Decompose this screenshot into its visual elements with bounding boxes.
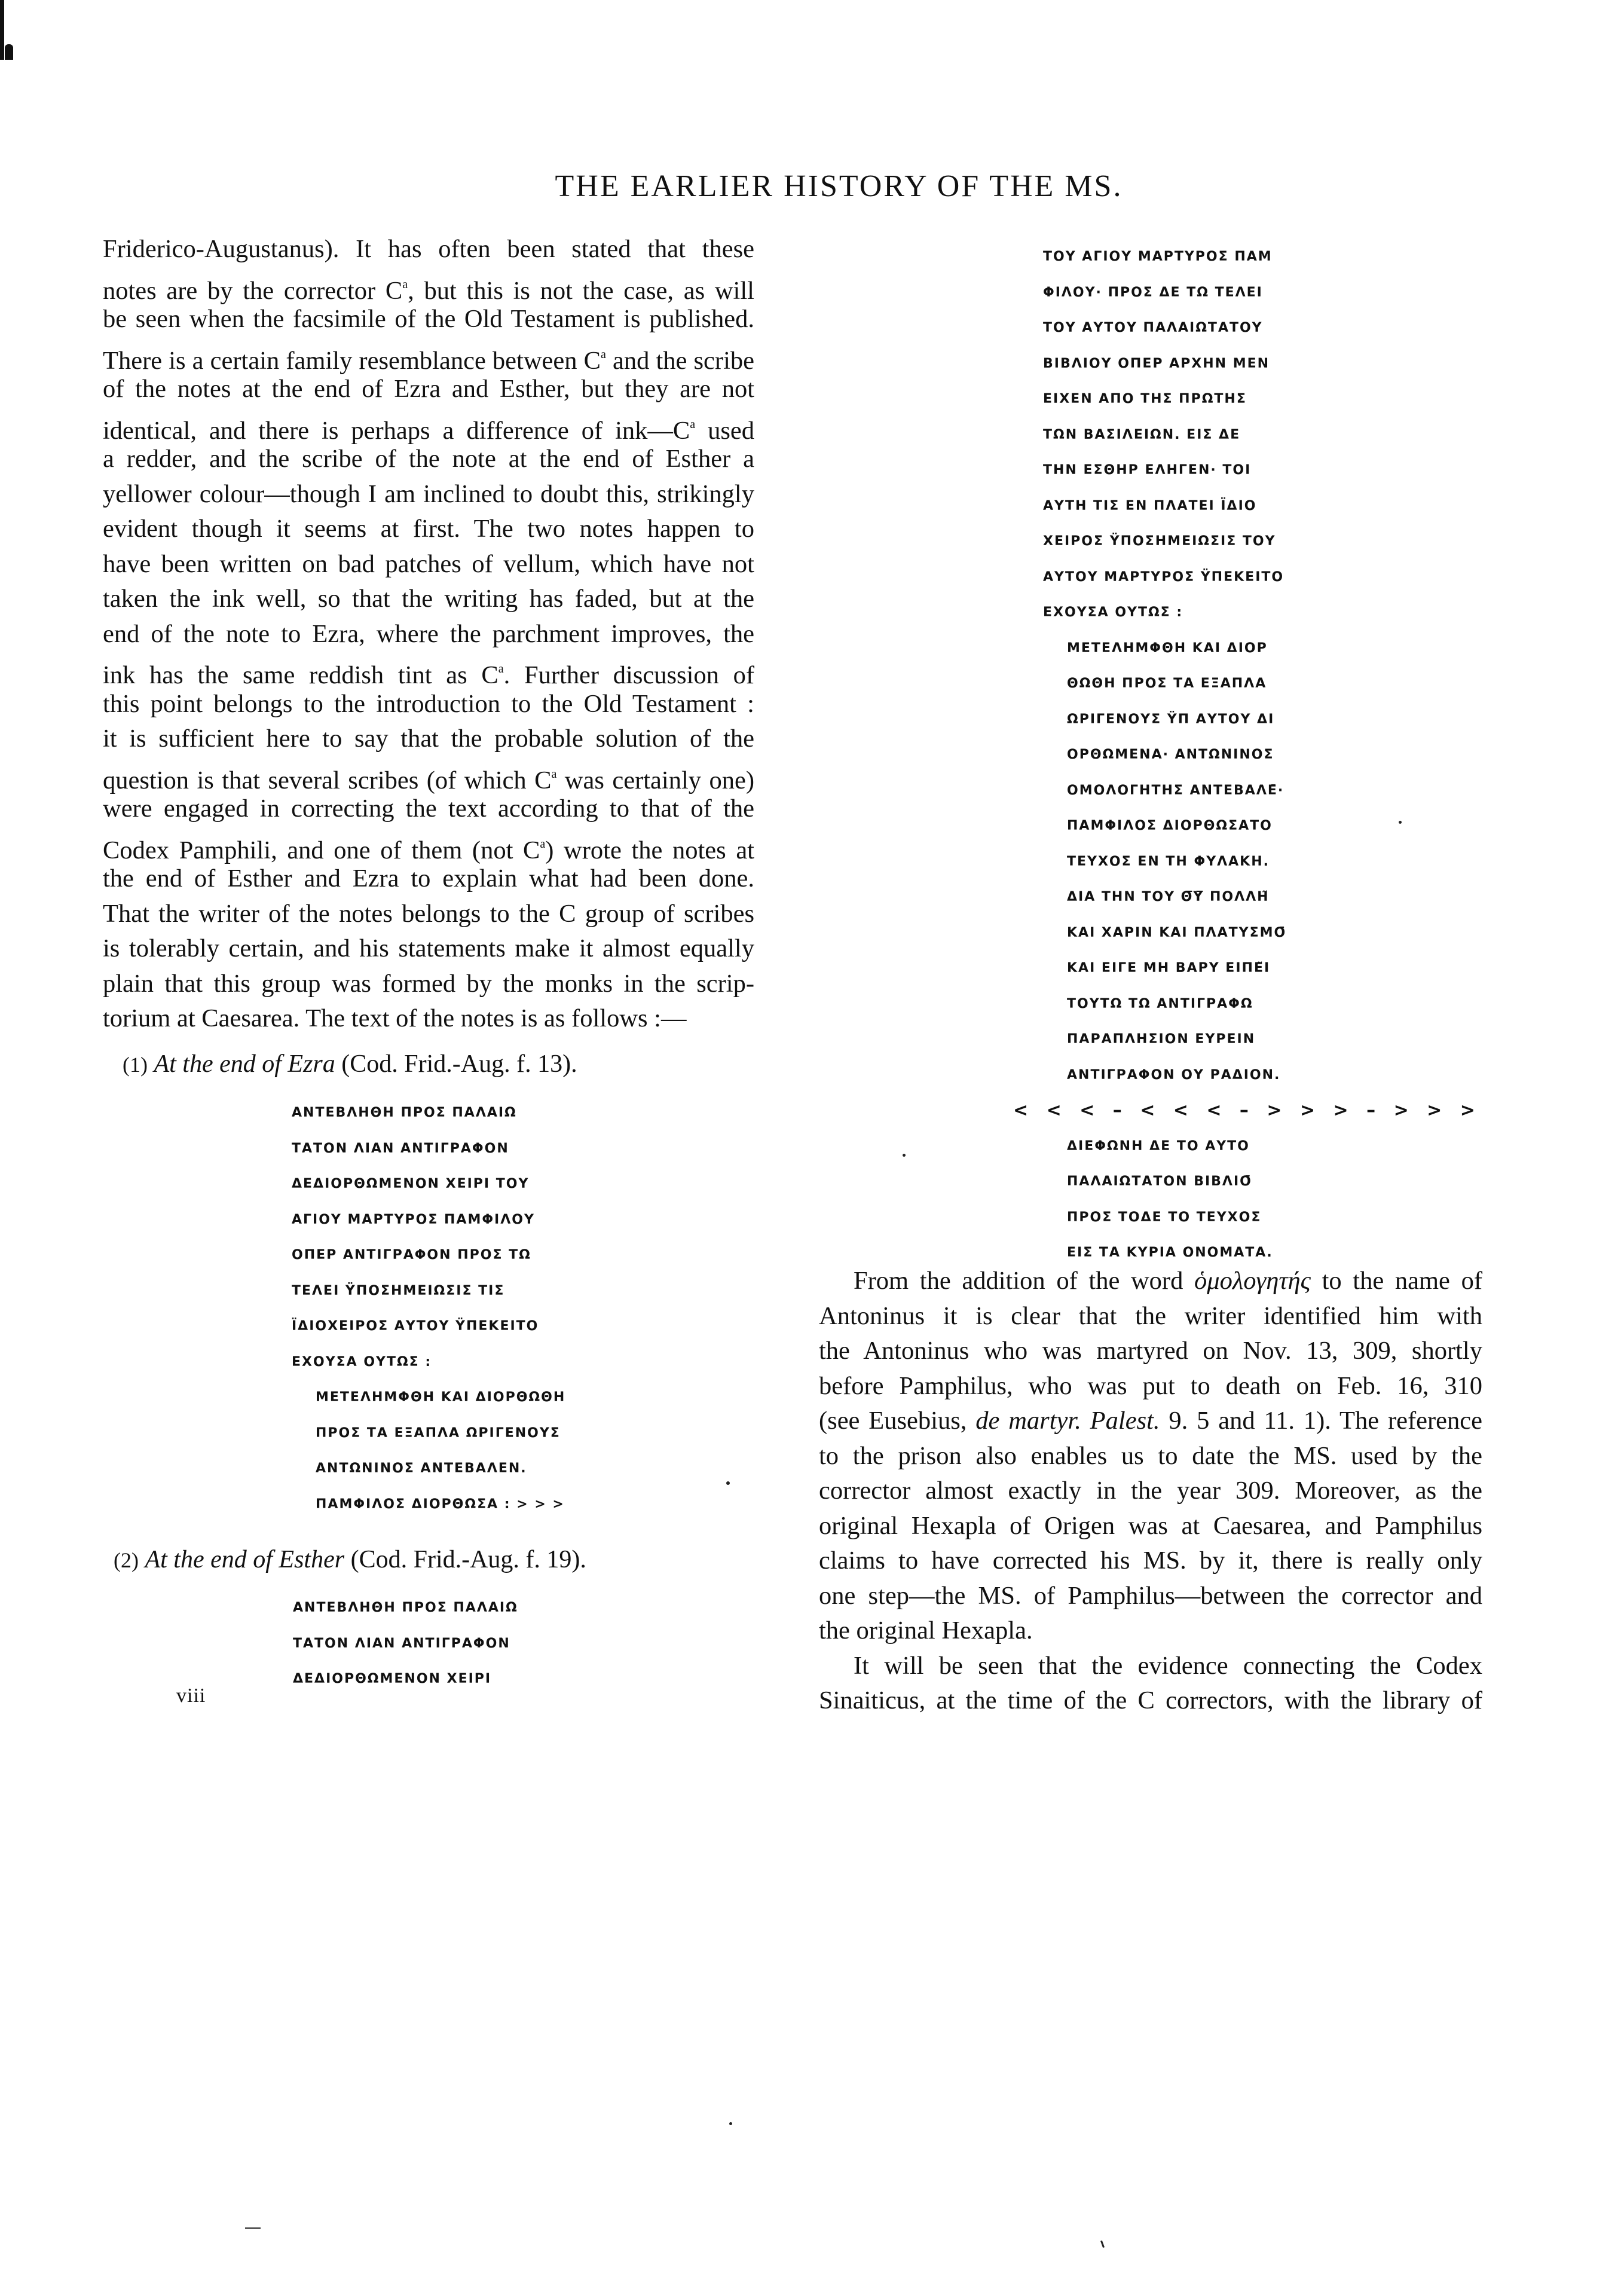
text-line: claims to have corrected his MS. by it, there is really only [819, 1546, 1482, 1575]
text-line: Sinaiticus, at the time of the C correctors, with the library of [819, 1686, 1482, 1714]
greek-line: ΠΡΟΣ ΤΑ ΕΞΑΠΛΑ ΩΡΙΓΕΝΟΥΣ [316, 1425, 561, 1441]
greek-line: ΧΕΙΡΟΣ ΫΠΟΣΗΜΕΙΩΣΙΣ ΤΟΥ [1043, 534, 1276, 549]
greek-line: ΠΑΛΑΙΩΤΑΤΟΝ ΒΙΒΛΙΟ̄ [1067, 1174, 1252, 1189]
note-heading-ezra: (1) At the end of Ezra (Cod. Frid.-Aug. f. 13). [123, 1050, 577, 1078]
greek-line: ΑΓΙΟΥ ΜΑΡΤΥΡΟΣ ΠΑΜΦΙΛΟΥ [292, 1212, 535, 1227]
greek-line: ΑΥΤΗ ΤΙΣ ΕΝ ΠΛΑΤΕΙ ΪΔΙΟ [1043, 498, 1257, 514]
text-line: it is sufficient here to say that the probable solution of the [103, 725, 754, 753]
greek-line: ΤΟΥ ΑΥΤΟΥ ΠΑΛΑΙΩΤΑΤΟΥ [1043, 320, 1263, 335]
text-line: Codex Pamphili, and one of them (not $C^a$) wrote the notes at [103, 836, 754, 864]
scan-speck [245, 2227, 261, 2229]
greek-line: ΔΙΑ ΤΗΝ ΤΟΥ Θ̅Υ̅ ΠΟΛΛΗ̃ [1067, 890, 1270, 904]
greek-word: ὁμολογητής [1194, 1267, 1311, 1295]
text-line: end of the note to Ezra, where the parchment improves, the [103, 619, 754, 648]
greek-line: ΔΙΕΦΩΝΗ ΔΕ ΤΟ ΑΥΤΟ [1067, 1138, 1250, 1154]
text-line: the end of Esther and Ezra to explain what had been done. [103, 864, 754, 893]
scan-edge-mark [0, 0, 4, 60]
greek-line: ΤΕΛΕΙ ΫΠΟΣΗΜΕΙΩΣΙΣ ΤΙΣ [292, 1283, 505, 1298]
greek-line: ΤΑΤΟΝ ΛΙΑΝ ΑΝΤΙΓΡΑΦΟΝ [292, 1141, 509, 1156]
scan-speck [729, 2122, 732, 2125]
superscript: a [540, 837, 546, 851]
text-line: ink has the same reddish tint as $C^a$. Further discussion of [103, 661, 754, 689]
greek-line: ΕΧΟΥΣΑ ΟΥΤΩΣ : [292, 1354, 432, 1370]
greek-line: ΪΔΙΟΧΕΙΡΟΣ ΑΥΤΟΥ ΫΠΕΚΕΙΤΟ [292, 1319, 539, 1334]
greek-note-esther [293, 1590, 518, 1697]
text-line: corrector almost exactly in the year 309. Moreover, as the [819, 1477, 1482, 1505]
greek-line: ΑΝΤΕΒΛΗΘΗ ΠΡΟΣ ΠΑΛΑΙΩ [292, 1105, 517, 1120]
text-line: From the addition of the word ὁμολογητής to the name of [854, 1267, 1482, 1295]
greek-line: ΤΟΥΤΩ ΤΩ ΑΝΤΙΓΡΑΦΩ [1067, 996, 1253, 1011]
greek-line: ΑΝΤΙΓΡΑΦΟΝ ΟΥ ΡΑΔΙΟΝ. [1067, 1067, 1281, 1083]
scan-edge-mark [5, 44, 13, 60]
text-line: taken the ink well, so that the writing has faded, but at the [103, 585, 754, 613]
text-line: have been written on bad patches of vellum, which have not [103, 549, 754, 578]
greek-line: ΕΧΟΥΣΑ ΟΥΤΩΣ : [1043, 605, 1183, 620]
greek-line: ΠΑΡΑΠΛΗΣΙΟΝ ΕΥΡΕΙΝ [1067, 1032, 1256, 1047]
text-line: yellower colour—though I am inclined to doubt this, strikingly [103, 479, 754, 508]
text-line: the Antoninus who was martyred on Nov. 13, 309, shortly [819, 1337, 1482, 1365]
greek-line: ΠΡΟΣ ΤΟΔΕ ΤΟ ΤΕΥΧΟΣ [1067, 1209, 1262, 1225]
greek-line: ΚΑΙ ΕΙΓΕ ΜΗ ΒΑΡΥ ΕΙΠΕ̃Ι [1067, 961, 1271, 976]
text-line: a redder, and the scribe of the note at the end of Esther a [103, 445, 754, 473]
greek-line: ΩΡΙΓΕΝΟΥΣ ΫΠ ΑΥΤΟΥ ΔΙ [1067, 711, 1275, 727]
text-line: question is that several scribes (of which $C^a$ was certainly one) [103, 766, 755, 794]
greek-line: ΘΩΘΗ ΠΡΟΣ ΤΑ ΕΞΑΠΛΑ [1067, 676, 1267, 691]
greek-line: ΕΙΣ ΤΑ ΚΥΡΙΑ ΟΝΟΜΑΤΑ. [1067, 1245, 1273, 1260]
scan-speck [1100, 2241, 1105, 2248]
greek-line: ΤΑΤΟΝ ΛΙΑΝ ΑΝΤΙΓΡΑΦΟΝ [293, 1636, 510, 1651]
text-line: (see Eusebius, de martyr. Palest. 9. 5 and 11. 1). The reference [819, 1407, 1482, 1435]
text-line: There is a certain family resemblance between $C^a$ and the scribe [103, 346, 754, 375]
greek-line: ΜΕΤΕΛΗΜΦΘΗ ΚΑΙ ΔΙΟΡΘΩΘΗ [316, 1390, 566, 1405]
text-line: be seen when the facsimile of the Old Testament is published. [103, 305, 754, 333]
text-line: to the prison also enables us to date the MS. used by the [819, 1441, 1482, 1470]
right-column-prose [819, 1264, 1482, 1719]
text-line: Friderico-Augustanus). It has often been stated that these [103, 235, 754, 263]
page-number: viii [176, 1685, 206, 1707]
greek-line: ΠΑΜΦΙΛΟΣ ΔΙΟΡΘΩΣΑ : > > > [316, 1496, 565, 1512]
text-line: evident though it seems at first. The two notes happen to [103, 515, 754, 543]
superscript: a [551, 767, 557, 781]
greek-line: ΟΡΘΩΜΕΝΑ· ΑΝΤΩΝΙΝΟΣ [1067, 747, 1274, 762]
greek-line: ΤΕΥΧΟΣ ΕΝ ΤΗ ΦΥΛΑΚΗ. [1067, 854, 1270, 869]
text-line: of the notes at the end of Ezra and Esther, but they are not [103, 375, 754, 403]
greek-line: ΑΥΤΟΥ ΜΑΡΤΥΡΟΣ ΫΠΕΚΕΙΤΟ [1043, 569, 1284, 585]
greek-line: ΟΜΟΛΟΓΗΤΗΣ ΑΝΤΕΒΑΛΕ̄· [1067, 783, 1284, 798]
text-line: one step—the MS. of Pamphilus—between the corrector and [819, 1581, 1482, 1610]
greek-line: ΕΙΧΕΝ ΑΠΟ ΤΗΣ ΠΡΩΤΗΣ [1043, 392, 1247, 407]
greek-line: ΦΙΛΟΥ· ΠΡΟΣ ΔΕ ΤΩ ΤΕΛΕΙ [1043, 285, 1263, 300]
left-column [103, 232, 754, 1037]
running-title: THE EARLIER HISTORY OF THE MS. [555, 169, 1123, 203]
note-heading-esther: (2) At the end of Esther (Cod. Frid.-Aug. f. 19). [114, 1546, 586, 1573]
greek-line: ΔΕΔΙΟΡΘΩΜΕΝΟΝ ΧΕΙΡΙ [293, 1671, 492, 1686]
text-line: original Hexapla of Origen was at Caesarea, and Pamphilus [819, 1511, 1482, 1540]
scan-speck [903, 1154, 906, 1157]
greek-line: ΤΩΝ ΒΑΣΙΛΕΙΩΝ. ΕΙΣ ΔΕ [1043, 427, 1241, 442]
greek-line: ΤΗΝ ΕΣΘΗΡ ΕΛΗΓΕΝ· ΤΟΙ [1043, 463, 1252, 478]
citation-title: de martyr. Palest. [975, 1407, 1160, 1435]
greek-line: ΑΝΤΩΝΙΝΟΣ ΑΝΤΕΒΑΛΕΝ. [316, 1461, 527, 1476]
scan-speck [726, 1481, 730, 1485]
greek-line: ΤΟΥ ΑΓΙΟΥ ΜΑΡΤΥΡΟΣ ΠΑΜ [1043, 249, 1273, 264]
superscript: a [498, 662, 504, 676]
text-line: Antoninus it is clear that the writer identified him with [819, 1301, 1482, 1330]
text-line: the original Hexapla. [819, 1616, 1033, 1645]
greek-line: ΔΕΔΙΟΡΘΩΜΕΝΟΝ ΧΕΙΡΙ ΤΟΥ [292, 1176, 530, 1191]
greek-line: ΒΙΒΛΙΟΥ ΟΠΕΡ ΑΡΧΗΝ ΜΕΝ [1043, 356, 1270, 371]
greek-line: ΜΕΤΕΛΗΜΦΘΗ ΚΑΙ ΔΙΟΡ [1067, 640, 1268, 656]
greek-line: ΑΝΤΕΒΛΗΘΗ ΠΡΟΣ ΠΑΛΑΙΩ [293, 1600, 518, 1615]
superscript: a [402, 277, 408, 291]
text-line: That the writer of the notes belongs to the C group of scribes [103, 899, 754, 928]
text-line: It will be seen that the evidence connecting the Codex [854, 1651, 1482, 1680]
greek-line: ΚΑΙ ΧΑΡΙΝ ΚΑΙ ΠΛΑΤΥΣΜΟ̄ [1067, 925, 1287, 940]
scan-speck [1399, 821, 1402, 824]
greek-line: ΠΑΜΦΙΛΟΣ ΔΙΟΡΘΩΣΑΤΟ [1067, 818, 1273, 833]
greek-note-ezra [292, 1095, 565, 1522]
superscript: a [600, 347, 606, 361]
text-line: identical, and there is perhaps a difference of $ink—C^a$ used [103, 416, 754, 445]
chevron-ornament-line: < < < – < < < – > > > – > > > [1013, 1100, 1481, 1121]
text-line: torium at Caesarea. The text of the notes is as follows :— [103, 1004, 687, 1032]
text-line: notes are by the corrector $C^a$, but this is not the case, as will [103, 276, 754, 305]
text-line: before Pamphilus, who was put to death on Feb. 16, 310 [819, 1371, 1482, 1400]
text-line: were engaged in correcting the text according to that of the [103, 794, 754, 823]
text-line: is tolerably certain, and his statements make it almost equally [103, 934, 754, 962]
text-line: this point belongs to the introduction to the Old Testament : [103, 689, 754, 718]
text-line: plain that this group was formed by the monks in the scrip- [103, 969, 754, 998]
greek-note-esther-continued [1013, 239, 1481, 1271]
superscript: a [690, 417, 696, 431]
greek-line: ΟΠΕΡ ΑΝΤΙΓΡΑΦΟΝ ΠΡΟΣ ΤΩ [292, 1248, 531, 1263]
